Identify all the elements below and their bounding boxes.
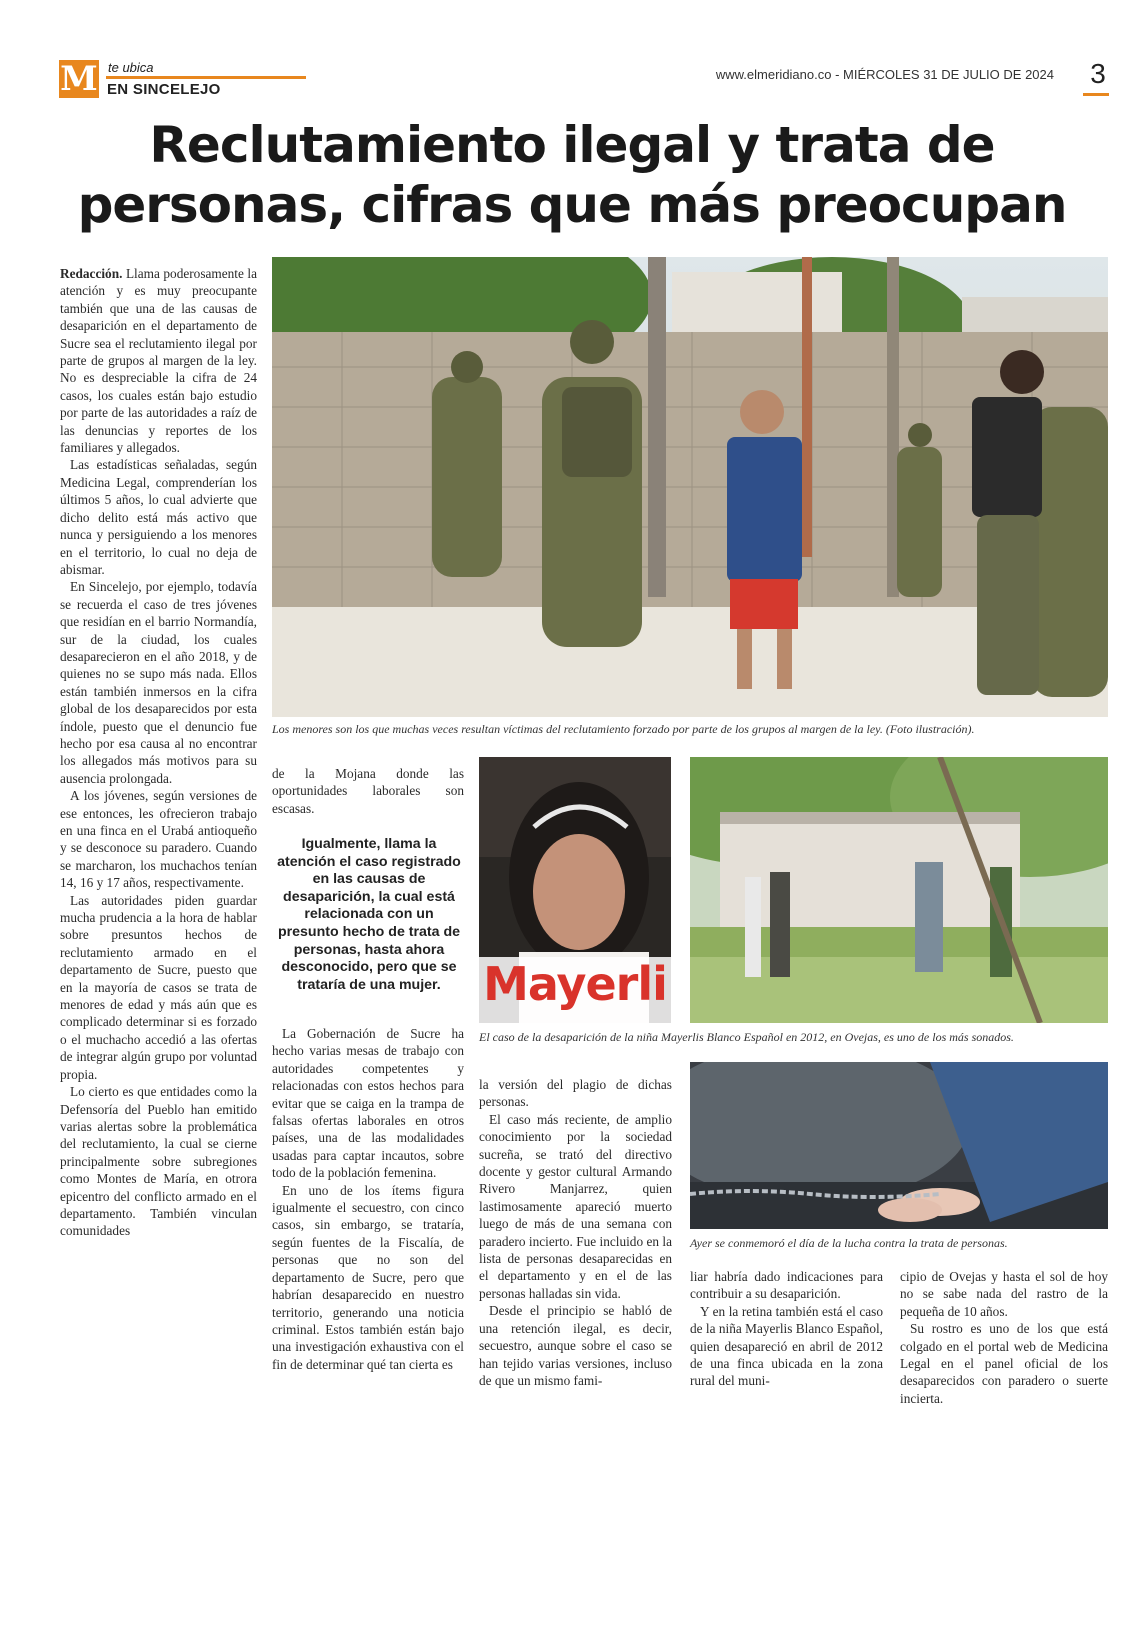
paragraph: de la Mojana donde las oportunidades laborales son escasas. — [272, 766, 464, 816]
paragraph: Las estadísticas señaladas, según Medicina Legal, comprenderían los últimos 5 años, lo cual advierte que dicho delito está más activo que nunca y persiguiendo a los menores en el territorio, lo cual no deja de abismar. — [60, 457, 257, 577]
main-photo-caption: Los menores son los que muchas veces resultan víctimas del reclutamiento forzado por parte de los grupos al margen de la ley. (Foto ilustración). — [272, 722, 975, 736]
article-column-4 — [690, 1268, 883, 1390]
headline — [30, 115, 1114, 235]
paragraph: Redacción. Llama poderosamente la atención y es muy preocupante también que una de las causas de desaparición en el departamento de Sucre sea el reclutamiento ilegal por parte de grupos al margen de la ley. No es despreciable la cifra de 24 casos, los cuales están bajo estudio por parte de las autoridades a raíz de las denuncias y reportes de los familiares y allegados. — [60, 266, 257, 456]
headline-line-1: Reclutamiento ilegal y trata de — [149, 116, 995, 174]
paragraph: El caso más reciente, de amplio conocimiento por la sociedad sucreña, se trató del directivo docente y gestor cultural Armando Rivero Manjarrez, quien lastimosamente apareció muerto luego de más de una semana con paradero incierto. Fue incluido en la lista de personas desaparecidas en el departamento y en el de las personas halladas sin vida. — [479, 1111, 672, 1301]
article-column-1 — [60, 265, 257, 1240]
page-number-rule — [1083, 93, 1109, 96]
paragraph: La Gobernación de Sucre ha hecho varias mesas de trabajo con autoridades competentes y relacionadas con estos hechos para evitar que se caiga en la trampa de falsas ofertas laborales en otros países, una de las modalidades usadas para captar incautos, sobre todo de la población femenina. — [272, 1026, 464, 1181]
girl-photo-text: Mayerli — [483, 957, 667, 1011]
chain-photo-caption: Ayer se conmemoró el día de la lucha contra la trata de personas. — [690, 1236, 1008, 1250]
farm-scene-photo — [690, 757, 1108, 1023]
paragraph: cipio de Ovejas y hasta el sol de hoy no se sabe nada del rastro de la pequeña de 10 años. — [900, 1269, 1108, 1319]
headline-line-2: personas, cifras que más preocupan — [77, 176, 1067, 234]
section-name: EN SINCELEJO — [107, 81, 221, 98]
paragraph: En uno de los ítems figura igualmente el secuestro, con cinco casos, sin embargo, se trataría, según fuentes de la Fiscalía, de personas que no son del departamento de Sucre, pero que habrían desaparecido en nuestro territorio, generando una noticia criminal. Estos también están bajo una investigación exhaustiva con el fin de determinar qué tan cierta es — [272, 1182, 464, 1372]
mayerlis-caption: El caso de la desaparición de la niña Mayerlis Blanco Español en 2012, en Ovejas, es uno de los más sonados. — [479, 1030, 1014, 1044]
paragraph: Y en la retina también está el caso de la niña Mayerlis Blanco Español, quien desapareció en abril de 2012 de una finca ubicada en la zona rural del muni- — [690, 1303, 883, 1389]
article-column-3 — [479, 1076, 672, 1389]
girl-photo — [479, 757, 671, 1023]
article-column-2-top — [272, 765, 464, 817]
paragraph: A los jóvenes, según versiones de ese entonces, les ofrecieron trabajo en una finca en el Urabá antioqueño y se desconoce su paradero. Cuando se marcharon, los muchachos tenían 14, 16 y 17 años, respectivamente. — [60, 788, 257, 891]
paragraph: Desde el principio se habló de una retención ilegal, es decir, secuestro, aunque sobre el caso se han tejido varias versiones, incluso de que un mismo fami- — [479, 1303, 672, 1388]
paragraph: Lo cierto es que entidades como la Defensoría del Pueblo han emitido varias alertas sobre la problemática del reclutamiento, la cual se cierne principalmente sobre subregiones como Montes de María, en otrora epicentro del conflicto armado en el departamento. También vinculan comunidades — [60, 1084, 257, 1239]
pull-quote: Igualmente, llama la atención el caso registrado en las causas de desaparición, la cual está relacionada con un presunto hecho de trata de personas, hasta ahora desconocido, pero que se trataría de una mujer. — [277, 836, 461, 993]
article-lead: Redacción. — [60, 266, 123, 281]
main-photo — [272, 257, 1108, 717]
page-number: 3 — [1090, 58, 1106, 89]
logo: M — [60, 59, 98, 99]
paragraph: Su rostro es uno de los que está colgado en el portal web de Medicina Legal en el panel oficial de los desaparecidos con paradero o suerte incierta. — [900, 1321, 1108, 1406]
paragraph: la versión del plagio de dichas personas. — [479, 1077, 672, 1110]
article-column-5 — [900, 1268, 1108, 1407]
paragraph: En Sincelejo, por ejemplo, todavía se recuerda el caso de tres jóvenes que residían en el barrio Normandía, sur de la ciudad, los cuales desaparecieron en el año 2018, y de quienes no se supo más nada. Ellos están también inmersos en la cifra global de los desaparecidos por esta índole, puesto que el denuncio fue hecho por esa causa al no encontrar los allegados más motivos para su ausencia prolongada. — [60, 579, 257, 786]
kicker-rule — [106, 76, 306, 79]
chained-feet-photo — [690, 1062, 1108, 1229]
section-kicker: te ubica — [108, 60, 154, 75]
paragraph: liar habría dado indicaciones para contribuir a su desaparición. — [690, 1269, 883, 1302]
article-column-2-bottom — [272, 1025, 464, 1373]
paragraph: Las autoridades piden guardar mucha prudencia a la hora de hablar sobre presuntos hechos de reclutamiento armado en el departamento de Sucre, puesto que en la mayoría de casos se trata de menores de edad y más aún que es complicado determinar si es forzado o el muchacho accedió a las ofertas de integrar algún grupo por voluntad propia. — [60, 892, 257, 1082]
dateline: www.elmeridiano.co - MIÉRCOLES 31 DE JULIO DE 2024 — [715, 67, 1054, 82]
